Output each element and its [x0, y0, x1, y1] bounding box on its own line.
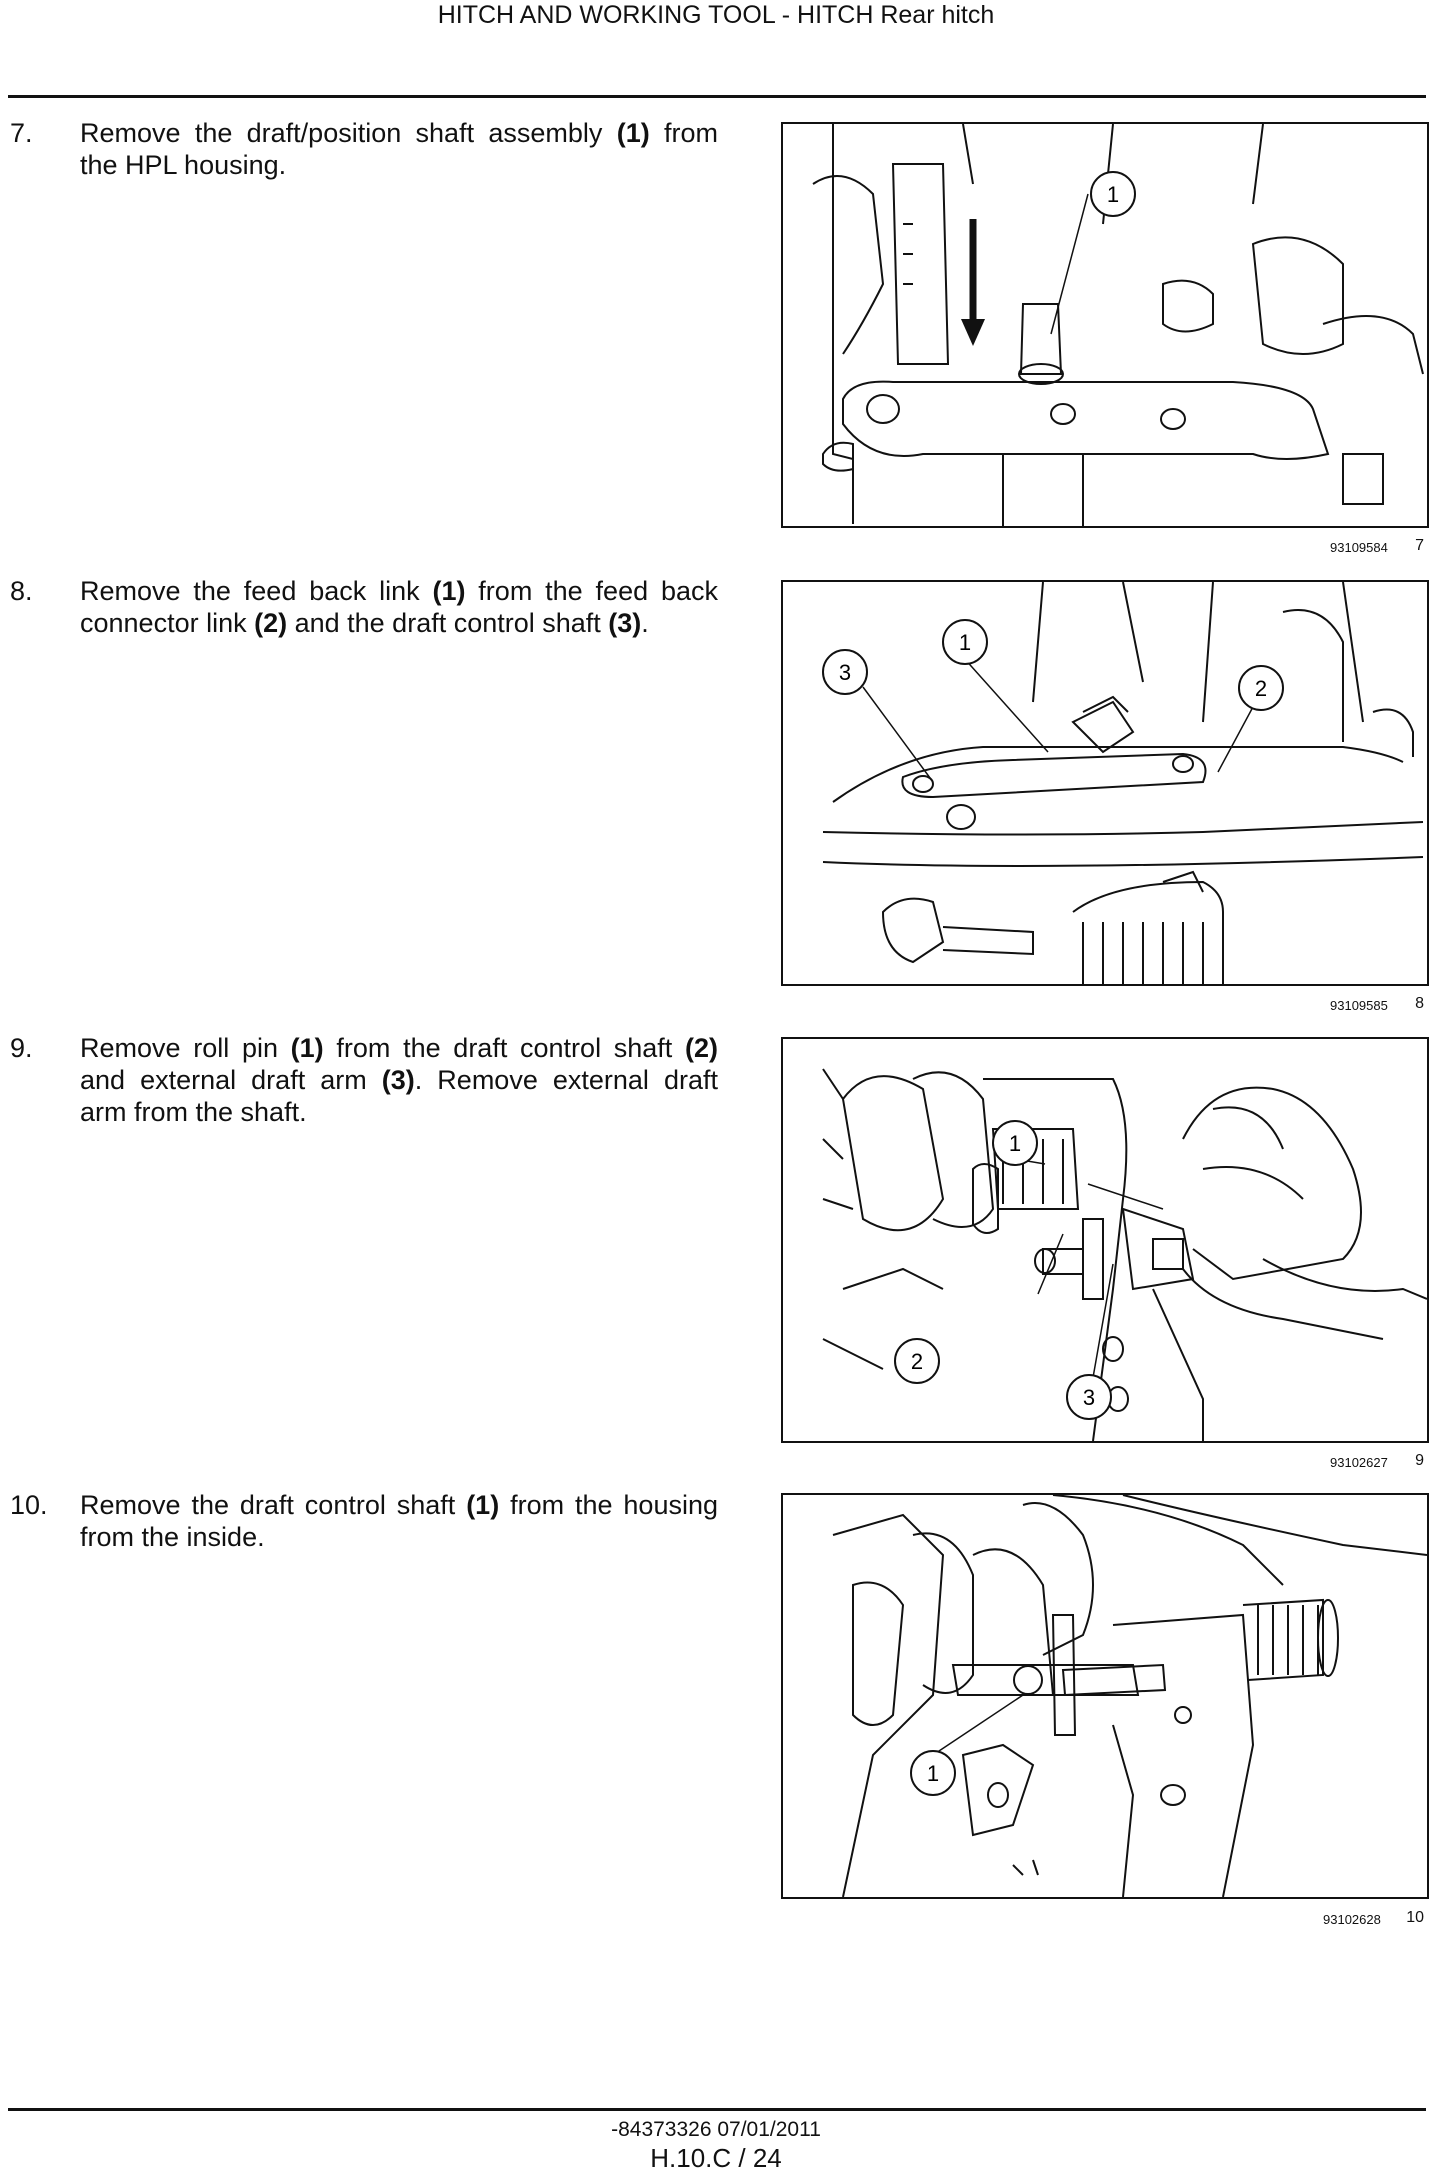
part-reference: (1): [616, 118, 650, 148]
part-reference: (1): [290, 1033, 324, 1063]
step-number: 9.: [10, 1033, 33, 1063]
figure-code: 93102628: [1323, 1912, 1381, 1927]
instruction-text: Remove the draft/position shaft assembly: [80, 118, 617, 148]
figure-9-illustration: [781, 1037, 1429, 1443]
part-reference: (1): [466, 1490, 500, 1520]
step-instruction: [80, 1032, 718, 1128]
instruction-text: from the HPL housing.: [80, 118, 718, 180]
hpl-housing-drawing: [783, 124, 1427, 526]
part-reference: (2): [685, 1033, 718, 1063]
figure-8-illustration: [781, 580, 1429, 986]
instruction-text: from the housing from the inside.: [80, 1490, 718, 1552]
roll-pin-removal-drawing: [783, 1039, 1427, 1441]
callout-1-label: 1: [926, 1761, 940, 1786]
part-reference: (3): [381, 1065, 415, 1095]
figure-7-illustration: [781, 122, 1429, 528]
page-header-title: HITCH AND WORKING TOOL - HITCH Rear hitch: [437, 1, 995, 29]
instruction-text: from the feed back connector link: [80, 576, 718, 638]
callout-1-label: 1: [958, 630, 972, 655]
instruction-text: and the draft control shaft: [287, 608, 609, 638]
instruction-text: and external draft arm: [80, 1065, 382, 1095]
step-instruction: [80, 1489, 718, 1553]
draft-shaft-removal-drawing: [783, 1495, 1427, 1897]
part-reference: (2): [254, 608, 288, 638]
figure-number: 10: [1406, 1909, 1424, 1926]
instruction-text: . Remove external draft arm from the shaft.: [80, 1065, 718, 1127]
figure-code: 93102627: [1330, 1455, 1388, 1470]
footer-page-number: H.10.C / 24: [650, 2143, 782, 2173]
callout-1-label: 1: [1008, 1131, 1022, 1156]
figure-code: 93109584: [1330, 540, 1388, 555]
feedback-link-drawing: [783, 582, 1427, 984]
figure-10-illustration: [781, 1493, 1429, 1899]
instruction-text: Remove roll pin: [80, 1033, 291, 1063]
callout-3-label: 3: [838, 660, 852, 685]
instruction-text: from the draft control shaft: [323, 1033, 685, 1063]
figure-number: 9: [1415, 1452, 1424, 1469]
figure-number: 8: [1415, 995, 1424, 1012]
callout-2-label: 2: [910, 1349, 924, 1374]
step-number: 8.: [10, 576, 33, 606]
figure-code: 93109585: [1330, 998, 1388, 1013]
callout-3-label: 3: [1082, 1385, 1096, 1410]
part-reference: (1): [432, 576, 466, 606]
step-instruction: [80, 117, 718, 181]
callout-2-label: 2: [1254, 676, 1268, 701]
footer-divider: [8, 2108, 1426, 2111]
step-number: 7.: [10, 118, 33, 148]
figure-number: 7: [1415, 537, 1424, 554]
step-number: 10.: [10, 1490, 48, 1520]
callout-1-label: 1: [1106, 182, 1120, 207]
step-instruction: [80, 575, 718, 639]
instruction-text: Remove the draft control shaft: [80, 1490, 467, 1520]
part-reference: (3): [608, 608, 642, 638]
instruction-text: .: [641, 608, 649, 638]
instruction-text: Remove the feed back link: [80, 576, 433, 606]
footer-document-reference: -84373326 07/01/2011: [611, 2118, 821, 2141]
header-divider: [8, 95, 1426, 98]
